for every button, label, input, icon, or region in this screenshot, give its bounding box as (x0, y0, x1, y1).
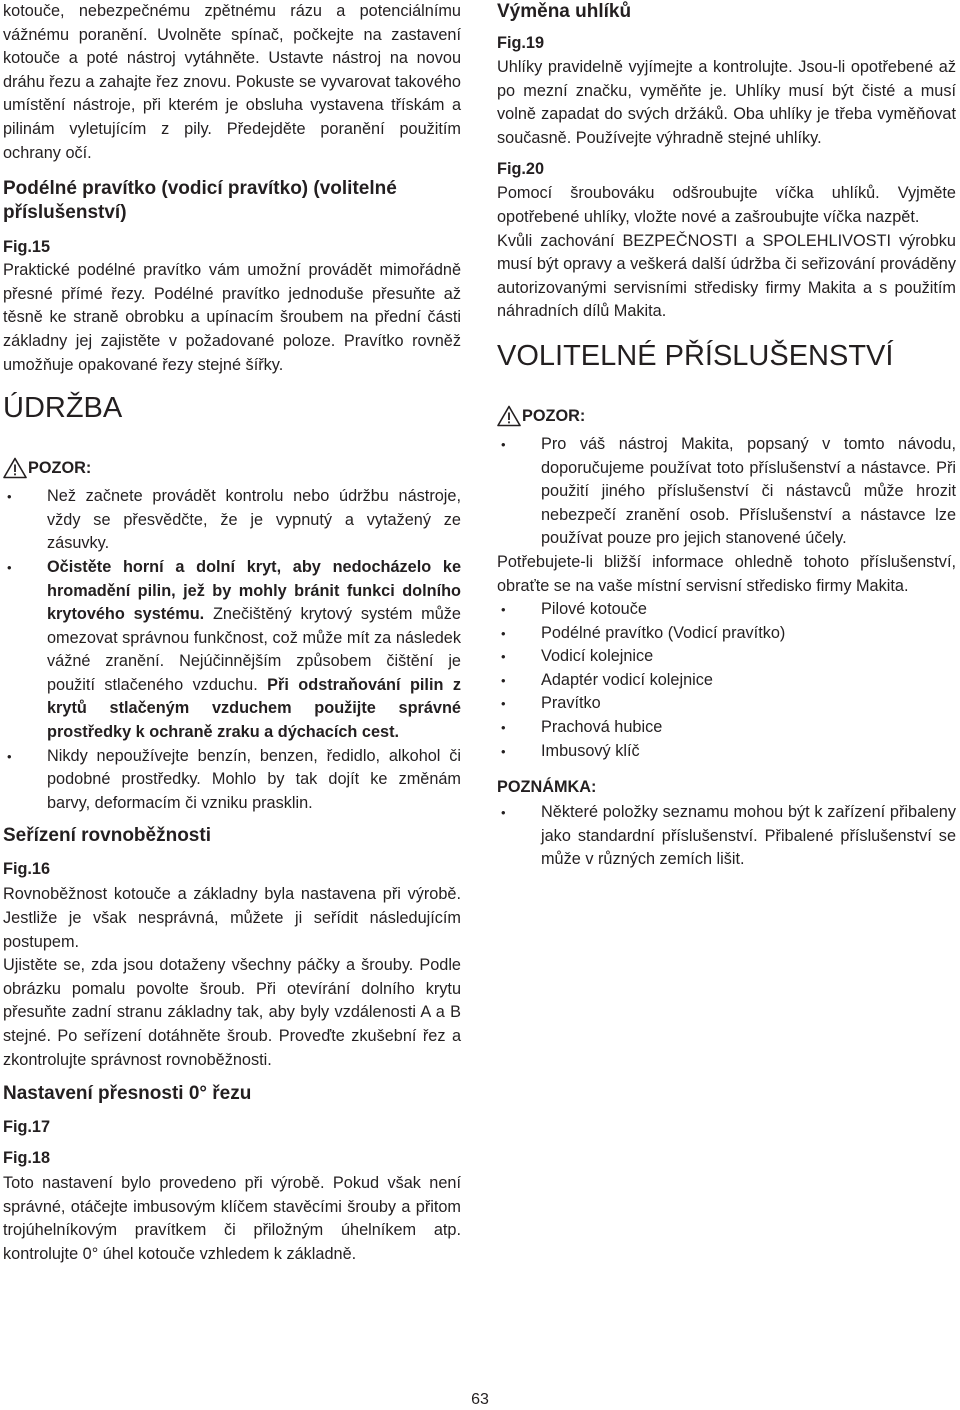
accessory-label: Podélné pravítko (Vodicí pravítko) (541, 623, 786, 642)
bullet: • (501, 602, 506, 618)
maintenance-title: ÚDRŽBA (3, 392, 123, 425)
accessories-caution (497, 405, 956, 427)
accessory-item (497, 692, 956, 716)
page-number: 63 (471, 1391, 489, 1408)
caution-label: POZOR: (522, 406, 586, 425)
guide-heading: Podélné pravítko (vodicí pravítko) (volitelné příslušenství) (3, 178, 397, 224)
bullet: • (7, 748, 12, 764)
accessory-item (497, 716, 956, 740)
accessory-item (497, 598, 956, 622)
bullet: • (501, 743, 506, 759)
bullet: • (501, 672, 506, 688)
zero-heading: Nastavení přesnosti 0° řezu (3, 1083, 252, 1105)
caution-bold-text: Při odstraňování pilin z krytů stlačeným vzduchem použijte správné prostředky k ochraně zraku a dýchacích cest. (47, 675, 461, 742)
bullet: • (7, 489, 12, 505)
caution-text: Pro váš nástroj Makita, popsaný v tomto návodu, doporučujeme používat toto příslušenství a nástavce. Při použití jiného příslušenství či nástavců může hrozit nebezpečí zranění osob. Příslušenství a nástavce lze používat pouze pro jejich stanovené účely. (541, 434, 956, 548)
brush-paragraph-1: Uhlíky pravidelně vyjímejte a kontrolujte. Jsou-li opotřebené až po mezní značku, vyměňte je. Uhlíky musí být čisté a musí volně zapadat do svých držáků. Oba uhlíky je třeba vyměňovat současně. Používejte výhradně stejné uhlíky. (497, 58, 956, 147)
warning-icon (3, 457, 27, 479)
bullet: • (501, 436, 506, 452)
info-paragraph: Potřebujete-li bližší informace ohledně tohoto příslušenství, obraťte se na vaše místní servisní středisko firmy Makita. (497, 552, 956, 595)
zero-fig-label-2: Fig.18 (3, 1149, 51, 1168)
brush-fig-label-1: Fig.19 (497, 34, 545, 52)
list-item (3, 485, 461, 556)
caution-text: Znečištěný krytový systém může omezovat správnou funkčnost, což může mít za následek vážné zranění. Nejúčinnějším způsobem čištění je použití stlačeného vzduchu. (47, 605, 461, 694)
accessory-label: Pravítko (541, 694, 601, 713)
accessory-item (497, 669, 956, 693)
accessory-item (497, 645, 956, 669)
left-column (3, 0, 461, 1267)
bullet: • (501, 649, 506, 665)
list-item (497, 433, 956, 551)
caution-label: POZOR: (28, 459, 92, 478)
bullet: • (501, 805, 506, 821)
parallel-fig-label: Fig.16 (3, 860, 51, 879)
parallel-paragraph-2: Ujistěte se, zda jsou dotaženy všechny páčky a šrouby. Podle obrázku pomalu povolte šroub. Při otevírání dolního krytu přesuňte zadní stranu základny tak, aby byly vzdálenosti A a B stejné. Po seřízení dotáhněte šroub. Proveďte zkušební řez a zkontrolujte správnost rovnoběžnosti. (3, 956, 461, 1069)
caution-text: Než začnete provádět kontrolu nebo údržbu nástroje, vždy se přesvědčte, že je vypnutý a vytažený ze zásuvky. (47, 487, 461, 553)
bullet: • (501, 696, 506, 712)
accessories-caution-list (497, 433, 956, 551)
brush-paragraph-3: Kvůli zachování BEZPEČNOSTI a SPOLEHLIVOSTI výrobku musí být opravy a veškerá další údržba či seřizování prováděny autorizovanými servisními středisky firmy Makita a s použitím náhradních dílů Makita. (497, 231, 956, 321)
accessory-label: Imbusový klíč (541, 741, 640, 760)
note-label: POZNÁMKA: (497, 778, 597, 797)
accessory-list (497, 598, 956, 763)
accessory-label: Vodicí kolejnice (541, 647, 654, 666)
accessory-item (497, 740, 956, 764)
note-text: Některé položky seznamu mohou být k zařízení přibaleny jako standardní příslušenství. Přibalené příslušenství se může v různých zemích lišit. (541, 803, 956, 869)
maintenance-caution (3, 457, 461, 479)
accessories-title: VOLITELNÉ PŘÍSLUŠENSTVÍ (497, 339, 894, 372)
bullet: • (501, 625, 506, 641)
warning-icon (497, 405, 521, 427)
parallel-heading: Seřízení rovnoběžnosti (3, 825, 211, 847)
intro-paragraph: kotouče, nebezpečnému zpětnému rázu a potenciálnímu vážnému poranění. Uvolněte spínač, počkejte na zastavení kotouče a poté nástroj vytáhněte. Ustavte nástroj na novou dráhu řezu a zahajte řez znovu. Pokuste se vyvarovat takového umístění nástroje, při kterém je obsluha vystavena třískám a pilinám vyletujícím z pily. Předejděte poranění použitím ochrany očí. (3, 2, 461, 162)
accessory-label: Adaptér vodicí kolejnice (541, 670, 713, 689)
brush-heading: Výměna uhlíků (497, 1, 632, 22)
accessory-label: Prachová hubice (541, 718, 663, 737)
bullet: • (501, 720, 506, 736)
parallel-paragraph-1: Rovnoběžnost kotouče a základny byla nastavena při výrobě. Jestliže je však nesprávná, můžete ji seřídit následujícím postupem. (3, 885, 461, 951)
bullet: • (7, 559, 12, 575)
zero-fig-label-1: Fig.17 (3, 1118, 51, 1137)
right-column (497, 0, 956, 872)
brush-fig-label-2: Fig.20 (497, 160, 545, 179)
list-item (3, 556, 461, 745)
accessory-label: Pilové kotouče (541, 600, 647, 619)
list-item (3, 745, 461, 816)
guide-fig-label: Fig.15 (3, 238, 51, 257)
zero-paragraph: Toto nastavení bylo provedeno při výrobě. Pokud však není správné, otáčejte imbusovým klíčem stavěcími šrouby a přitom trojúhelníkovým pravítkem či přiložným úhelníkem atp. kontrolujte 0° úhel kotouče vzhledem k základně. (3, 1174, 461, 1263)
caution-bold-text: Očistěte horní a dolní kryt, aby nedocházelo ke hromadění pilin, jež by mohly bránit funkci dolního krytového systému. (47, 557, 461, 624)
note-list (497, 801, 956, 872)
list-item (497, 801, 956, 872)
accessory-item (497, 622, 956, 646)
brush-paragraph-2: Pomocí šroubováku odšroubujte víčka uhlíků. Vyjměte opotřebené uhlíky, vložte nové a zašroubujte víčka nazpět. (497, 184, 956, 226)
caution-text: Nikdy nepoužívejte benzín, benzen, ředidlo, alkohol či podobné prostředky. Mohlo by tak dojít ke změnám barvy, deformacím či vzniku prasklin. (47, 746, 461, 812)
guide-paragraph: Praktické podélné pravítko vám umožní provádět mimořádně přesné přímé řezy. Podélné pravítko jednoduše přesuňte až těsně ke straně obrobku a upínacím šroubem na přední části základny jej zajistěte v požadované poloze. Pravítko rovněž umožňuje opakované řezy stejné šířky. (3, 261, 461, 374)
caution-list (3, 485, 461, 815)
